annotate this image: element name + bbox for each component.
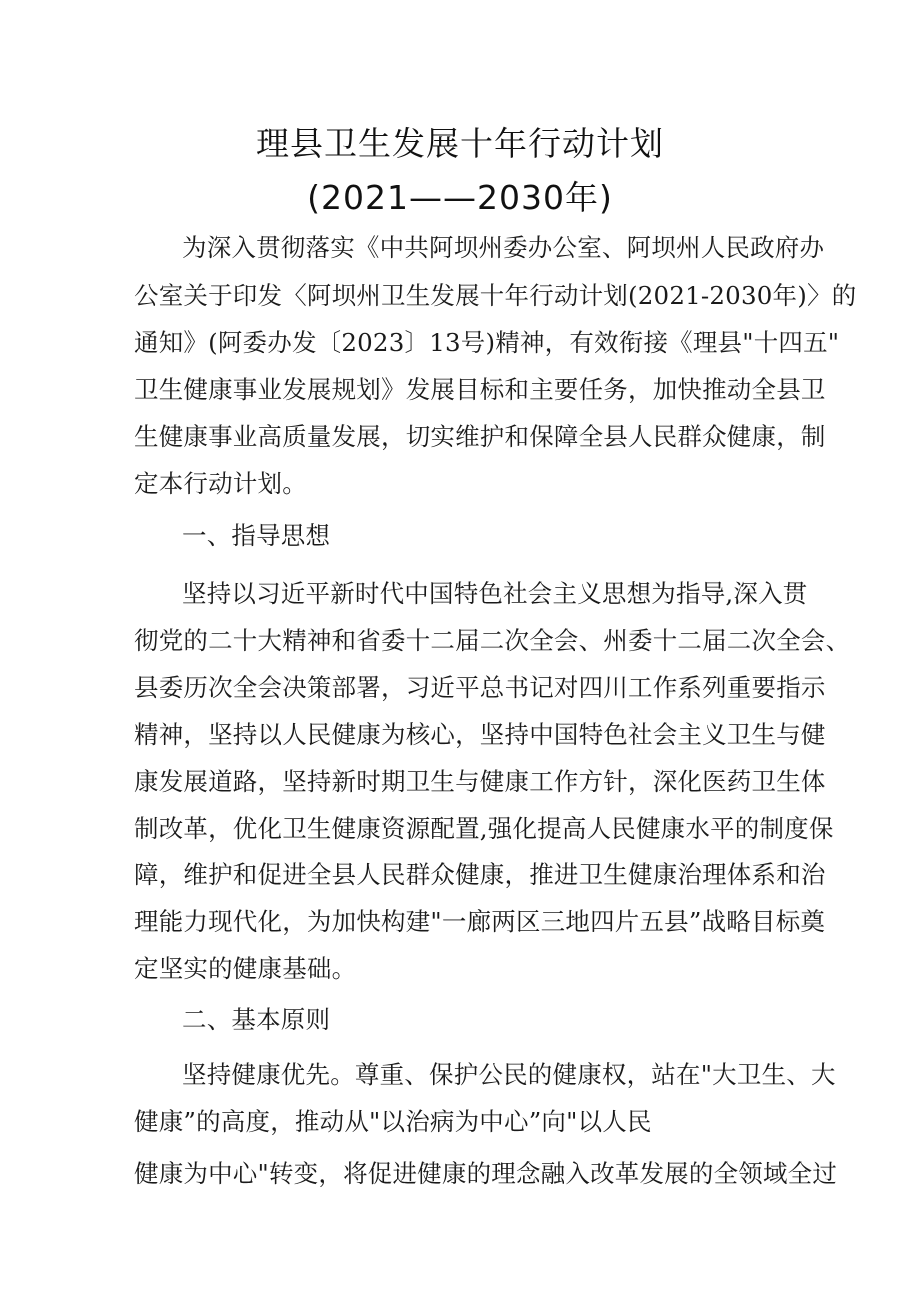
section1-line: 制改革，优化卫生健康资源配置,强化提高人民健康水平的制度保 [134,814,834,843]
section1-line: 障，维护和促进全县人民群众健康，推进卫生健康治理体系和治 [134,860,826,889]
intro-line: 定本行动计划。 [134,469,307,498]
section2-line: 健康为中心"转变，将促进健康的理念融入改革发展的全领域全过 [134,1159,838,1188]
intro-line: 为深入贯彻落实《中共阿坝州委办公室、阿坝州人民政府办 [182,233,825,262]
section1-line: 彻党的二十大精神和省委十二届二次全会、州委十二届二次全会、 [134,626,851,655]
intro-line: 通知》(阿委办发〔2023〕13号)精神，有效衔接《理县"十四五" [134,328,840,357]
document-subtitle-years: (2021——2030年) [307,178,613,217]
section1-line: 定坚实的健康基础。 [134,954,357,983]
section1-line: 理能力现代化，为加快构建"一廊两区三地四片五县”战略目标奠 [134,907,826,936]
intro-line: 生健康事业高质量发展，切实维护和保障全县人民群众健康，制 [134,422,826,451]
section2-line: 健康”的高度，推动从"以治病为中心”向"以人民 [134,1107,652,1136]
intro-line: 卫生健康事业发展规划》发展目标和主要任务，加快推动全县卫 [134,375,826,404]
section2-line: 坚持健康优先。尊重、保护公民的健康权，站在"大卫生、大 [182,1060,836,1089]
section1-line: 县委历次全会决策部署，习近平总书记对四川工作系列重要指示 [134,673,826,702]
document-title: 理县卫生发展十年行动计划 [256,124,664,163]
intro-line: 公室关于印发〈阿坝州卫生发展十年行动计划(2021-2030年)〉的 [134,281,857,310]
section1-line: 康发展道路，坚持新时期卫生与健康工作方针，深化医药卫生体 [134,767,826,796]
section1-line: 精神，坚持以人民健康为核心，坚持中国特色社会主义卫生与健 [134,720,826,749]
section-heading-guiding-thought: 一、指导思想 [182,521,331,550]
section1-line: 坚持以习近平新时代中国特色社会主义思想为指导,深入贯 [182,579,808,608]
section-heading-basic-principles: 二、基本原则 [182,1005,331,1034]
